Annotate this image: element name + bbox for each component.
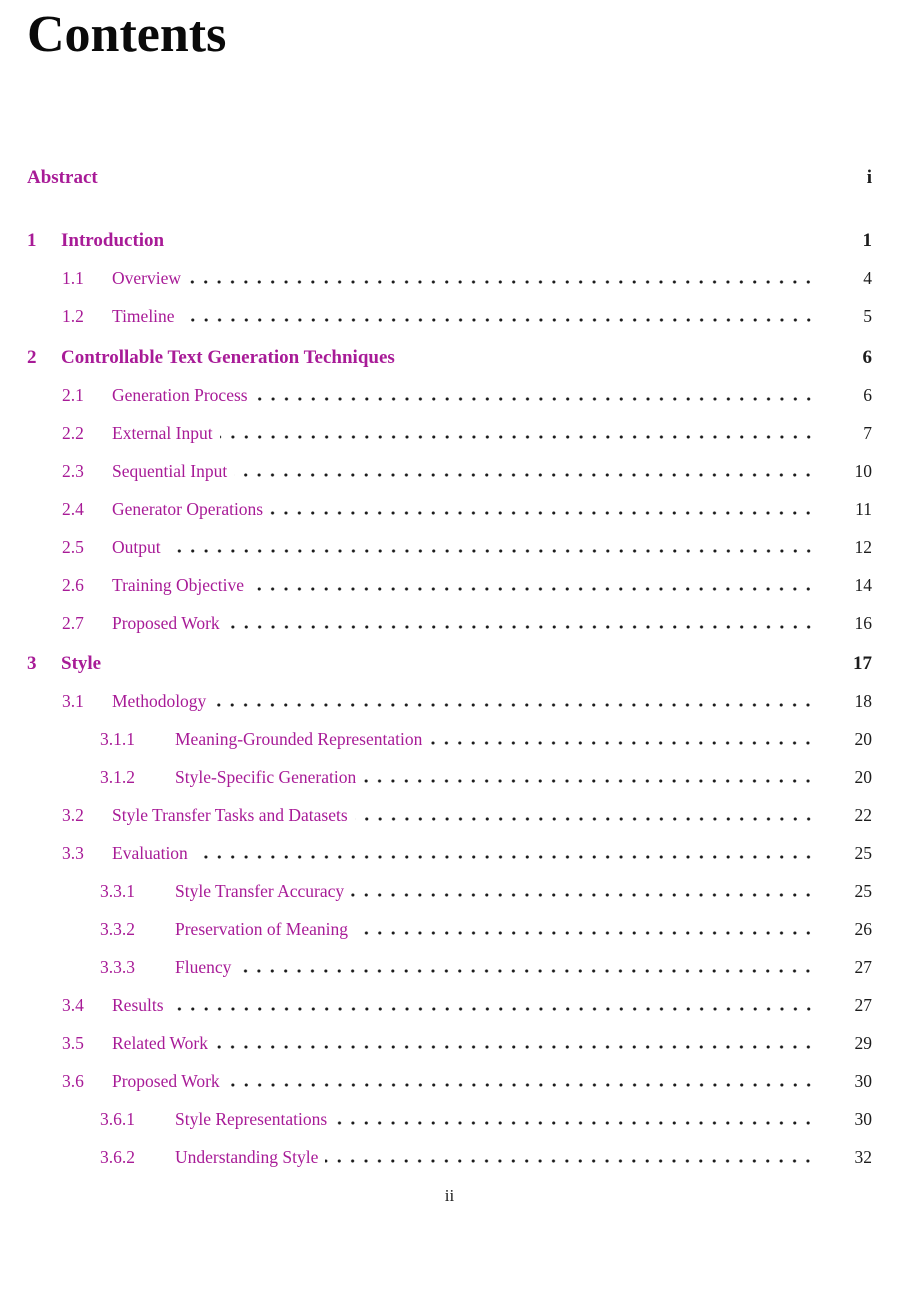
toc-entry-title: Proposed Work <box>112 612 220 633</box>
toc-entry-number: 2.1 <box>62 384 84 405</box>
toc-entry[interactable] <box>27 806 872 825</box>
toc-entry-page: 27 <box>854 994 872 1015</box>
toc-entry-number: 2.7 <box>62 612 84 633</box>
toc-entry-title: Controllable Text Generation Techniques <box>61 346 395 368</box>
toc-entry-title: Abstract <box>27 167 98 188</box>
toc-entry-page: 27 <box>854 956 872 977</box>
dot-leader <box>168 549 815 553</box>
toc-entry[interactable] <box>27 307 872 326</box>
toc-entry[interactable] <box>27 1110 872 1129</box>
toc-entry-title: Preservation of Meaning <box>175 918 349 939</box>
toc-entry-title: Introduction <box>61 230 165 252</box>
toc-chapter-entry[interactable] <box>27 654 872 673</box>
toc-entry-title: External Input <box>112 422 213 443</box>
toc-entry-number: 3.6 <box>62 1070 84 1091</box>
toc-chapter-entry[interactable] <box>27 231 872 250</box>
toc-entry-page: 6 <box>863 384 872 405</box>
dot-leader <box>182 318 815 322</box>
toc-entry-page: 14 <box>854 574 872 595</box>
toc-entry-page: 30 <box>854 1108 872 1129</box>
toc-entry-number: 3.1.2 <box>100 766 135 787</box>
dot-leader <box>227 1083 815 1087</box>
dot-leader <box>355 817 815 821</box>
toc-entry-number: 3.1 <box>62 690 84 711</box>
dot-leader <box>171 1007 815 1011</box>
dot-leader <box>213 703 815 707</box>
toc-entry-number: 1.1 <box>62 268 84 289</box>
toc-entry[interactable] <box>27 424 872 443</box>
toc-entry-page: 29 <box>854 1032 872 1053</box>
dot-leader <box>234 473 815 477</box>
toc-entry-number: 2.2 <box>62 422 84 443</box>
dot-leader <box>255 397 815 401</box>
toc-entry-page: 16 <box>854 612 872 633</box>
dot-leader <box>270 511 815 515</box>
toc-entry-page: 7 <box>863 422 872 443</box>
toc-entry-page: 20 <box>854 766 872 787</box>
toc-entry[interactable] <box>27 1148 872 1167</box>
toc-entry-page: 20 <box>854 728 872 749</box>
toc-entry-number: 3.1.1 <box>100 728 135 749</box>
toc-entry[interactable] <box>27 692 872 711</box>
toc-entry-number: 3.3.1 <box>100 880 135 901</box>
toc-entry-page: 5 <box>863 306 872 327</box>
toc-entry-title: Training Objective <box>112 574 245 595</box>
toc-entry-title: Proposed Work <box>112 1070 220 1091</box>
toc-entry-page: 25 <box>854 880 872 901</box>
toc-entry-title: Results <box>112 994 164 1015</box>
dot-leader <box>355 931 815 935</box>
toc-entry-page: i <box>866 167 872 188</box>
toc-entry[interactable] <box>27 768 872 787</box>
toc-entry[interactable] <box>27 1034 872 1053</box>
toc-entry-title: Style Transfer Tasks and Datasets <box>112 804 348 825</box>
toc-entry[interactable] <box>27 269 872 288</box>
toc-entry-title: Timeline <box>112 306 175 327</box>
toc-entry-number: 3.6.1 <box>100 1108 135 1129</box>
page-title: Contents <box>27 6 227 63</box>
toc-entry-number: 1 <box>27 230 37 252</box>
dot-leader <box>188 280 815 284</box>
toc-entry-number: 2 <box>27 346 37 368</box>
toc-entry-page: 1 <box>862 230 872 252</box>
toc-entry-page: 6 <box>862 346 872 368</box>
toc-entry-title: Fluency <box>175 956 232 977</box>
toc-entry[interactable] <box>27 882 872 901</box>
page-number-footer: ii <box>444 1185 455 1205</box>
toc-entry-page: 18 <box>854 690 872 711</box>
toc-entry-number: 1.2 <box>62 306 84 327</box>
toc-entry[interactable] <box>27 386 872 405</box>
dot-leader <box>227 625 815 629</box>
toc-entry-title: Style-Specific Generation <box>175 766 357 787</box>
dot-leader <box>351 893 815 897</box>
toc-entry-page: 22 <box>854 804 872 825</box>
toc-entry[interactable] <box>27 844 872 863</box>
toc-entry-title: Generator Operations <box>112 498 264 519</box>
toc-entry-title: Evaluation <box>112 842 188 863</box>
dot-leader <box>334 1121 815 1125</box>
toc-entry[interactable] <box>27 576 872 595</box>
toc-entry-page: 12 <box>854 536 872 557</box>
toc-entry-number: 3.4 <box>62 994 84 1015</box>
toc-entry-page: 4 <box>863 268 872 289</box>
toc-entry-number: 3.3 <box>62 842 84 863</box>
toc-entry-title: Meaning-Grounded Representation <box>175 728 423 749</box>
toc-entry-title: Related Work <box>112 1032 208 1053</box>
toc-entry-title: Output <box>112 536 161 557</box>
toc-entry-number: 3 <box>27 652 37 674</box>
toc-entry[interactable] <box>27 614 872 633</box>
toc-entry-page: 26 <box>854 918 872 939</box>
toc-entry-title: Style Transfer Accuracy <box>175 880 345 901</box>
dot-leader <box>195 855 815 859</box>
toc-entry-number: 2.6 <box>62 574 84 595</box>
toc-entry-number: 2.3 <box>62 460 84 481</box>
dot-leader <box>238 969 815 973</box>
toc-entry-number: 3.6.2 <box>100 1146 135 1167</box>
toc-entry-page: 10 <box>854 460 872 481</box>
toc-entry-page: 30 <box>854 1070 872 1091</box>
toc-entry-title: Methodology <box>112 690 207 711</box>
toc-entry-page: 25 <box>854 842 872 863</box>
dot-leader <box>220 435 815 439</box>
toc-entry[interactable] <box>27 958 872 977</box>
toc-entry-page: 17 <box>853 652 872 674</box>
toc-entry-number: 2.4 <box>62 498 84 519</box>
toc-entry-title: Generation Process <box>112 384 248 405</box>
toc-entry-number: 3.3.3 <box>100 956 135 977</box>
toc-entry[interactable] <box>27 1072 872 1091</box>
dot-leader <box>325 1159 815 1163</box>
toc-chapter-entry[interactable] <box>27 348 872 367</box>
toc-entry[interactable] <box>27 730 872 749</box>
toc-entry-title: Sequential Input <box>112 460 228 481</box>
toc-entry[interactable] <box>27 462 872 481</box>
toc-entry-page: 11 <box>855 498 872 519</box>
toc-entry[interactable] <box>27 538 872 557</box>
dot-leader <box>215 1045 815 1049</box>
toc-entry[interactable] <box>27 996 872 1015</box>
toc-entry-number: 3.5 <box>62 1032 84 1053</box>
toc-chapter-entry[interactable] <box>27 168 872 187</box>
dot-leader <box>251 587 815 591</box>
toc-entry-title: Style Representations <box>175 1108 328 1129</box>
toc-entry[interactable] <box>27 920 872 939</box>
toc-entry-title: Understanding Style <box>175 1146 319 1167</box>
toc-entry-number: 2.5 <box>62 536 84 557</box>
toc-entry-title: Overview <box>112 268 182 289</box>
dot-leader <box>363 779 815 783</box>
toc-entry-title: Style <box>61 652 102 674</box>
toc-list <box>27 168 872 1167</box>
dot-leader <box>429 741 815 745</box>
toc-entry[interactable] <box>27 500 872 519</box>
toc-entry-page: 32 <box>854 1146 872 1167</box>
toc-entry-number: 3.3.2 <box>100 918 135 939</box>
toc-entry-number: 3.2 <box>62 804 84 825</box>
